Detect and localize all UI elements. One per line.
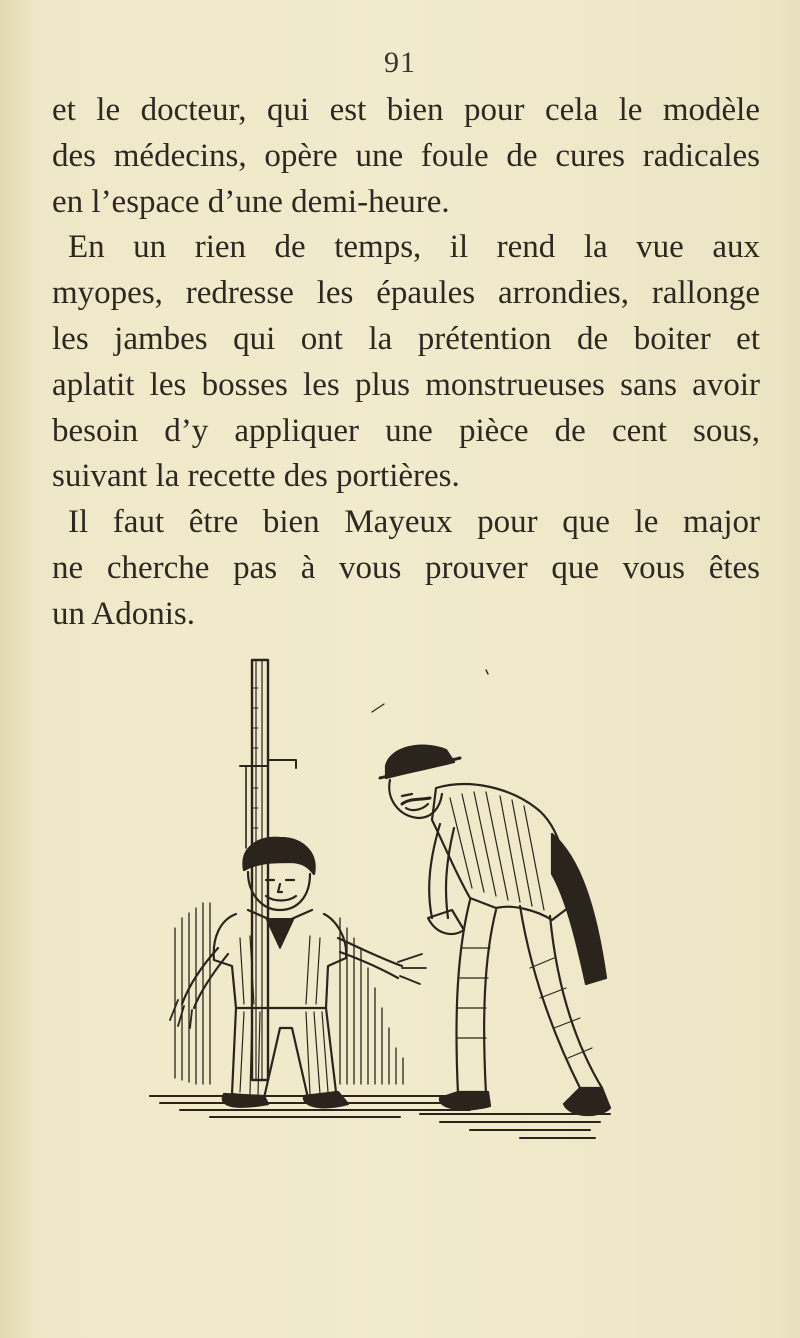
text-line: En un rien de temps, il rend la vue aux: [68, 229, 760, 266]
major-figure: [380, 746, 610, 1115]
text-line: en l’espace d’une demi-heure.: [52, 183, 450, 220]
body-text: [52, 88, 760, 638]
page-number: 91: [384, 46, 416, 79]
text-line: les jambes qui ont la prétention de boiter et: [52, 320, 760, 357]
text-line: des médecins, opère une foule de cures radicales: [52, 137, 760, 174]
text-line: un Adonis.: [52, 595, 196, 632]
small-man-figure: [170, 838, 426, 1107]
engraving-illustration: [140, 648, 640, 1148]
text-line: Il faut être bien Mayeux pour que le major: [68, 504, 760, 541]
text-line: et le docteur, qui est bien pour cela le modèle: [52, 92, 760, 128]
measuring-post: [240, 660, 296, 1080]
text-line: besoin d’y appliquer une pièce de cent sous,: [52, 412, 760, 449]
text-line: myopes, redresse les épaules arrondies, rallonge: [52, 275, 760, 312]
text-line: ne cherche pas à vous prouver que vous êtes: [52, 549, 760, 586]
ground-hatching: [150, 1096, 610, 1138]
text-line: suivant la recette des portières.: [52, 458, 460, 495]
text-line: aplatit les bosses les plus monstrueuses sans avoir: [52, 366, 760, 403]
